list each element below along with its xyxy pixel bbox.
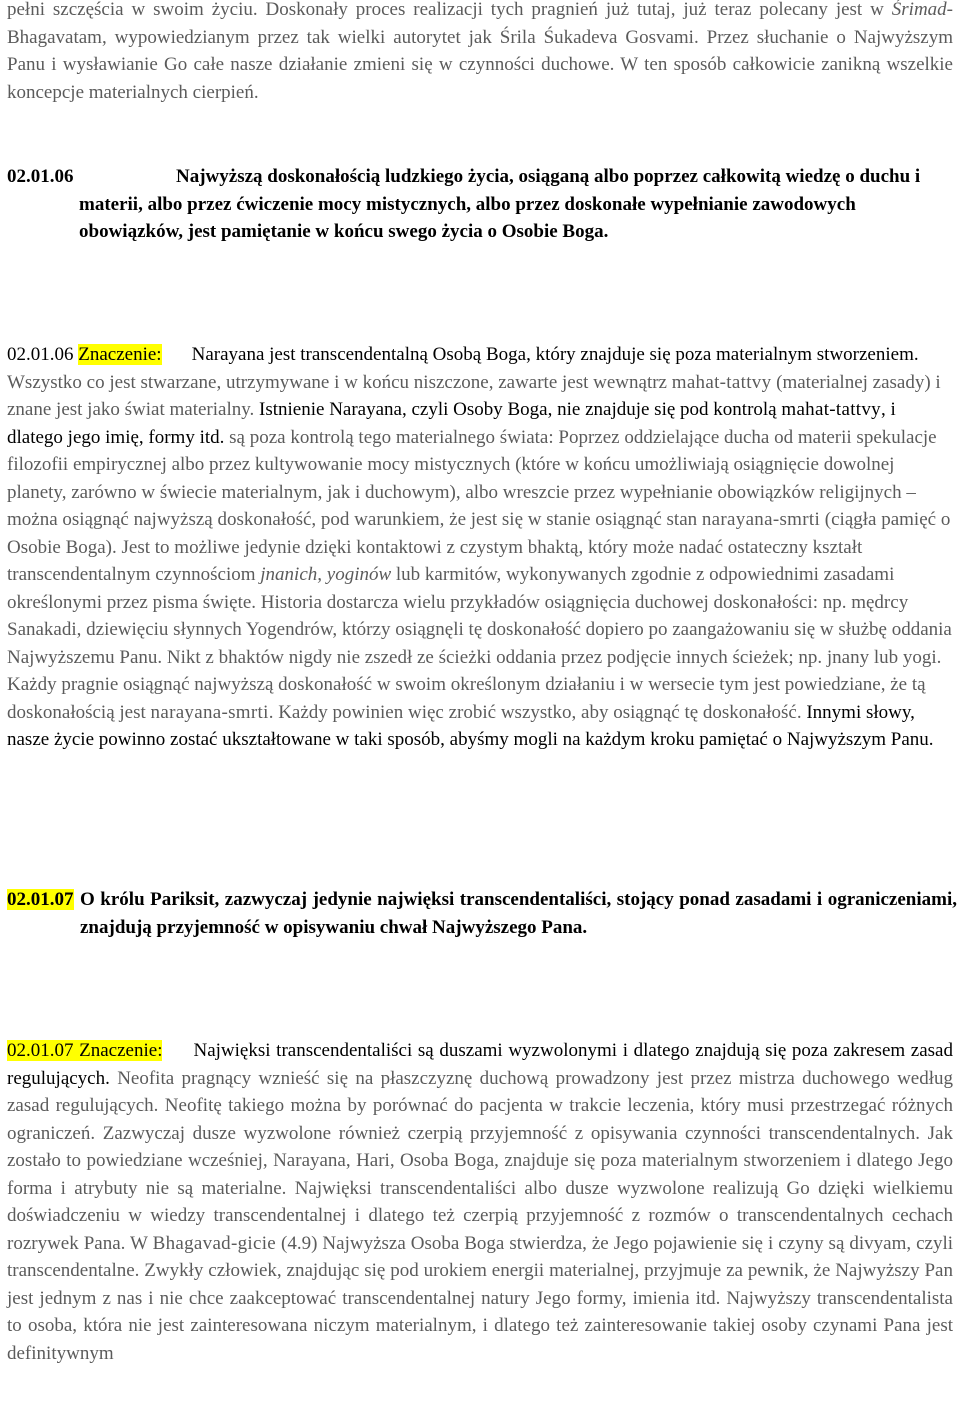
meaning-text-7: (ciągła pamięć o Osobie Boga). Jest to możliwe jedynie dzięki kontaktowi z czystym bhaktą, który może nadać ostateczny kształt transcendentalnym czynnościom <box>7 509 951 585</box>
verse-02-01-07 <box>7 886 957 976</box>
meaning-02-01-06 <box>7 341 953 754</box>
meaning-number-2: 02.01.07 <box>7 1040 74 1061</box>
verse-number-2 <box>7 886 79 976</box>
meaning-text-10: . Każdy powinien więc zrobić wszystko, aby osiągnąć tę doskonałość. <box>268 701 807 723</box>
verse-number-text-2: 02.01.07 <box>7 889 74 910</box>
intro-text-srimad: Śrimad <box>891 0 947 20</box>
meaning2-text-3: (4.9) Najwyższa Osoba Boga stwierdza, że Jego pojawienie się i czyny są divyam, czyli transcendentalne. Zwykły człowiek, znajdując się pod urokiem energii materialnej, przyjmuje za pewnik, że Najwyższy Pan jest jednym z nas i nie chce zaakceptować transcendentalnej natury Jego formy, imienia itd. Najwyższy transcendentalista to osoba, która nie jest zainteresowana niczym materialnym, i dlatego też zainteresowanie takiej osoby czynami Pana jest definitywnym <box>7 1232 953 1364</box>
verse-text: Najwyższą doskonałością ludzkiego życia, osiąganą albo poprzez całkowitą wiedzę o duchu i materii, albo przez ćwiczenie mocy mistycznych, albo przez doskonałe wypełnianie zawodowych obowiązków, jest pamiętanie w końcu swego życia o Osobie Boga. <box>79 166 921 242</box>
verse-number-text: 02.01.06 <box>7 166 74 187</box>
meaning2-text-1: Najwięksi transcendentaliści są duszami wyzwolonymi i dlatego znajdują się poza zakresem zasad regulujących. <box>7 1040 953 1089</box>
meaning-number: 02.01.06 <box>7 344 74 365</box>
meaning-label-2: Znaczenie: <box>79 1040 163 1061</box>
narayana-smrti-1: narayana-smrti <box>701 509 821 530</box>
meaning-02-01-07 <box>7 1037 953 1367</box>
intro-paragraph <box>7 0 953 106</box>
bhagavad-gita: Bhagavad-gicie <box>152 1232 277 1254</box>
verse-02-01-06 <box>7 163 957 253</box>
mahat-tattva-1: mahat-tattvy <box>671 371 772 393</box>
narayana-smrti-2: narayana-smrti <box>150 701 269 723</box>
meaning-text-11: Innymi słowy, nasze życie powinno zostać ukształtowane w taki sposób, abyśmy mogli na każdym kroku pamiętać o Najwyższym Panu. <box>7 701 934 750</box>
verse-number <box>7 163 79 253</box>
meaning-label: Znaczenie: <box>78 344 162 365</box>
meaning-text-4: Istnienie Narayana, czyli Osoby Boga, nie znajduje się pod kontrolą <box>259 399 782 420</box>
meaning2-text-2: Neofita pragnący wznieść się na płaszczyznę duchową prowadzony jest przez mistrza duchowego według zasad regulujących. Neofitę takiego można by porównać do pacjenta w trakcie leczenia, który musi przestrzegać różnych ograniczeń. Zazwyczaj dusze wyzwolone również czerpią przyjemność z opisywania czynności transcendentalnych. Jak zostało to powiedziane wcześniej, Narayana, Hari, Osoba Boga, znajduje się poza materialnym stworzeniem i dlatego Jego forma i atrybuty nie są materialne. Najwięksi transcendentaliści albo dusze wyzwolone realizują Go dzięki wielkiemu doświadczeniu w wiedzy transcendentalnej i dlatego też czerpią przyjemność z rozmów o transcendentalnych cechach rozrywek Pana. W <box>7 1067 953 1254</box>
verse-text-2: O królu Pariksit, zazwyczaj jedynie najwięksi transcendentaliści, stojący ponad zasadami i ograniczeniami, znajdują przyjemność w opisywaniu chwał Najwyższego Pana. <box>80 889 957 938</box>
intro-text-3: -Bhagavatam, wypowiedzianym przez tak wielki autorytet jak Śrila Śukadeva Gosvami. <box>7 0 953 48</box>
meaning-italic: jnanich, yoginów <box>260 564 392 585</box>
intro-text-4: Przez słuchanie o Najwyższym Panu i wysławianie Go całe nasze działanie zmieni się w czynności duchowe. W ten sposób całkowicie zanikną wszelkie koncepcje materialnych cierpień. <box>7 26 954 103</box>
mahat-tattva-2: mahat-tattvy <box>781 399 881 420</box>
meaning-text-8: lub karmitów, wykonywanych zgodnie z odpowiednimi zasadami określonymi przez pisma święte. <box>7 564 895 613</box>
meaning-text-9: Historia dostarcza wielu przykładów osiągnięcia duchowej doskonałości: np. mędrcy Sanakadi, dziewięciu słynnych Yogendrów, którzy osiągnęli tę doskonałość dopiero po zaangażowaniu się w służbę oddania Najwyższemu Panu. Nikt z bhaktów nigdy nie zszedł ze ścieżki oddania przez podjęcie innych ścieżek; np. jnany lub yogi. Każdy pragnie osiągnąć najwyższą doskonałość w swoim określonym działaniu i w wersecie tym jest powiedziane, że tą doskonałością jest <box>7 591 952 723</box>
meaning-text-1: Narayana jest transcendentalną Osobą Boga, który znajduje się poza materialnym stworzeniem. <box>191 344 919 365</box>
intro-text-1: pełni szczęścia w swoim życiu. <box>7 0 266 20</box>
meaning-text-5: , i dlatego jego imię, formy itd. <box>7 399 896 448</box>
meaning-text-2: Wszystko co jest stwarzane, utrzymywane i w końcu niszczone, zawarte jest wewnątrz <box>7 371 672 393</box>
intro-text-2: Doskonały proces realizacji tych pragnień już tutaj, już teraz polecany jest w <box>265 0 892 20</box>
meaning-text-3: (materialnej zasady) i znane jest jako świat materialny. <box>7 371 941 420</box>
meaning-text-6: są poza kontrolą tego materialnego świata: Poprzez oddzielające ducha od materii spekulacje filozofii empirycznej albo przez kultywowanie mocy mistycznych (które w końcu umożliwiają osiągnięcie dowolnej planety, zarówno w świecie materialnym, jak i duchowym), albo wreszcie przez wypełnianie obowiązków religijnych – można osiągnąć najwyższą doskonałość, pod warunkiem, że jest się w stanie osiągnąć stan <box>7 426 937 530</box>
